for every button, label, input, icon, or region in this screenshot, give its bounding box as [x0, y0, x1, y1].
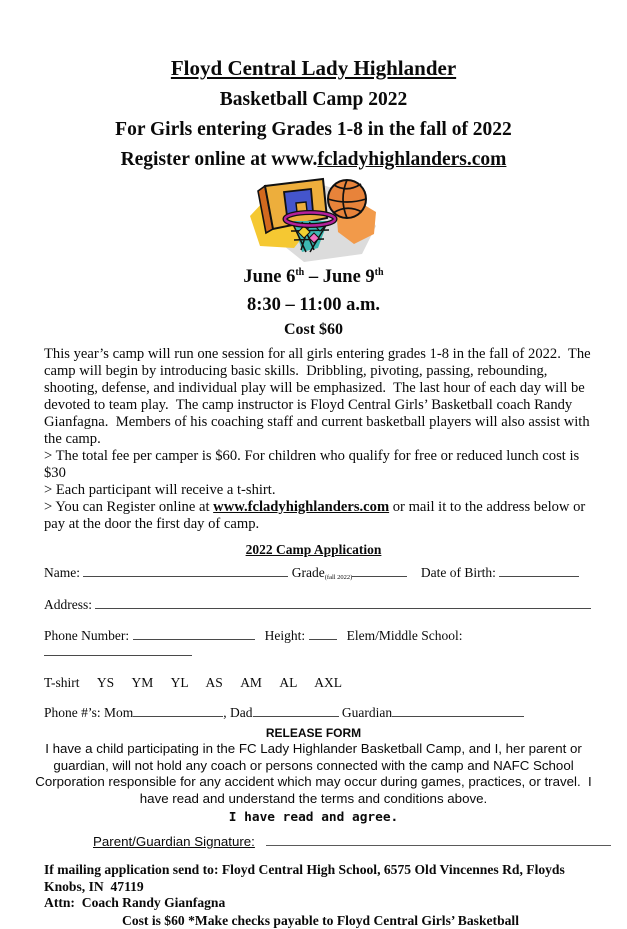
- release-paragraph: I have a child participating in the FC Lady Highlander Basketball Camp, and I, her parent or guardian, will not hold any coach or persons connected with the camp and NAFC School Corporation responsible for any accident which may occur during games, practices, or travel. I have read and understand the terms and conditions above.: [35, 741, 596, 806]
- description-paragraph: This year’s camp will run one session for all girls entering grades 1-8 in the fall of 2022. The camp will begin by introducing basic skills. Dribbling, pivoting, passing, rebounding, shooting, defense, and individual play will be emphasized. The last hour of each day will be devoted to team play. The camp instructor is Floyd Central Girls’ Basketball coach Randy Gianfagna. Members of his coaching staff and current basketball players will also assist with the camp.: [44, 346, 595, 448]
- date-range: June 6th – June 9th: [243, 267, 384, 288]
- dad-phone-blank: [253, 706, 339, 717]
- camp-subtitle: Basketball Camp 2022: [219, 89, 408, 110]
- size-option-yl: YL: [170, 675, 189, 691]
- attn-line: Attn: Coach Randy Gianfagna: [44, 895, 226, 911]
- flyer-footer: [44, 862, 597, 929]
- mom-phone-blank: [133, 706, 223, 717]
- release-form-section: [0, 726, 627, 825]
- register-url-link-body[interactable]: www.fcladyhighlanders.com: [213, 499, 390, 516]
- mailing-address-line: If mailing application send to: Floyd Central High School, 6575 Old Vincennes Rd, Floyds Knobs, IN 47119: [44, 862, 569, 894]
- name-label: Name:: [44, 565, 80, 581]
- size-option-al: AL: [279, 675, 297, 691]
- fee-bullet: > The total fee per camper is $60. For children who qualify for free or reduced lunch cost is $30: [44, 448, 583, 482]
- address-label: Address:: [44, 597, 92, 613]
- application-heading: 2022 Camp Application: [245, 542, 382, 558]
- superscript-th: th: [295, 267, 305, 278]
- size-option-ym: YM: [131, 675, 154, 691]
- phone-number-label: Phone Number:: [44, 628, 130, 644]
- school-blank: [44, 645, 192, 656]
- signature-label: Parent/Guardian Signature:: [93, 834, 255, 850]
- superscript-th: th: [374, 267, 384, 278]
- parent-phones-row: [44, 705, 597, 721]
- signature-blank: [266, 835, 611, 846]
- tshirt-bullet: > Each participant will receive a t-shirt.: [44, 482, 276, 499]
- tshirt-row: [44, 675, 597, 691]
- clipart-container: [0, 176, 627, 266]
- signature-row: [93, 834, 627, 849]
- guardian-phone-blank: [392, 706, 524, 717]
- flyer-header: [0, 56, 627, 171]
- size-option-as: AS: [205, 675, 223, 691]
- height-blank: [309, 629, 337, 640]
- register-bullet: > You can Register online at www.fcladyhighlanders.com or mail it to the address below or pay at the door the first day of camp.: [44, 499, 589, 533]
- time-range: 8:30 – 11:00 a.m.: [246, 295, 381, 316]
- address-row: [44, 597, 597, 613]
- agree-statement: I have read and agree.: [228, 810, 399, 826]
- checks-payable-line: Cost is $60 *Make checks payable to Floyd Central Girls’ Basketball: [122, 912, 519, 928]
- camp-description: [44, 346, 597, 533]
- grade-blank: [352, 566, 407, 577]
- phone-number-blank: [133, 629, 255, 640]
- phones-dad-label: , Dad: [223, 705, 253, 721]
- page-title: Floyd Central Lady Highlander: [170, 56, 457, 80]
- release-heading: RELEASE FORM: [265, 726, 362, 741]
- session-info: [0, 267, 627, 339]
- size-option-am: AM: [240, 675, 262, 691]
- phones-guardian-label: Guardian: [341, 705, 393, 721]
- name-row: [44, 565, 597, 581]
- name-blank: [83, 566, 288, 577]
- register-line: [0, 149, 627, 171]
- dob-label: Date of Birth:: [420, 565, 496, 581]
- size-option-axl: AXL: [314, 675, 342, 691]
- basketball-hoop-clipart: [244, 176, 384, 266]
- audience-line: For Girls entering Grades 1-8 in the fall of 2022: [115, 119, 512, 140]
- dob-blank: [499, 566, 579, 577]
- phones-mom-label: Phone #’s: Mom: [44, 705, 134, 721]
- register-prefix: Register online at www.: [120, 149, 318, 170]
- cost-line: Cost $60: [283, 321, 344, 339]
- camp-flyer-page: [0, 56, 627, 928]
- phone-row: [44, 628, 597, 660]
- size-option-ys: YS: [96, 675, 115, 691]
- register-url-link[interactable]: fcladyhighlanders.com: [317, 149, 507, 170]
- height-label: Height:: [264, 628, 306, 644]
- tshirt-label: T-shirt: [44, 675, 80, 691]
- address-blank: [95, 598, 591, 609]
- grade-subscript: (fall 2022): [324, 574, 353, 582]
- grade-label: Grade: [291, 565, 325, 581]
- school-label: Elem/Middle School:: [346, 628, 463, 644]
